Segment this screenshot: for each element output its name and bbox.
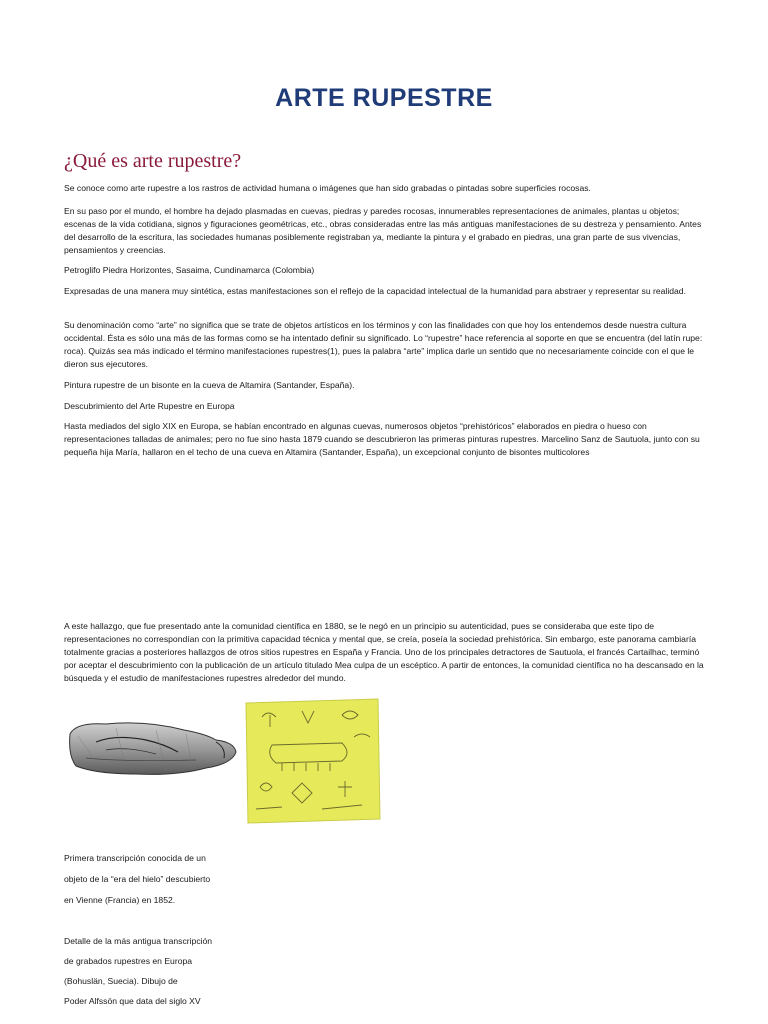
paragraph-denomination: Su denominación como “arte” no significa que se trate de objetos artísticos en los términos y con las finalidades con que hoy los entendemos desde nuestra cultura occidental. Ésta es sólo una más de las formas como se ha intentado definir su significado. Lo “rupestre” hace referencia al soporte en que se encuentra (del latín rupe: roca). Quizás sea más indicado el término manifestaciones rupestres(1), pues la palabra “arte” implica darle un sentido que no necesariamente coincide con el que le dieron sus ejecutores.: [64, 320, 703, 369]
paragraph-history: En su paso por el mundo, el hombre ha dejado plasmadas en cuevas, piedras y paredes rocosas, innumerables representaciones de animales, plantas u objetos; escenas de la vida cotidiana, signos y figuraciones geométricas, etc., obras consideradas entre las más antiguas manifestaciones de su destreza y pensamiento. Antes del desarrollo de la escritura, las sociedades humanas posiblemente registraban ya, mediante la pintura y el grabado en piedras, una gran parte de sus vivencias, pensamientos y creencias.: [64, 206, 702, 255]
subsection-heading: Descubrimiento del Arte Rupestre en Europa: [64, 401, 235, 411]
paragraph-intro: Se conoce como arte rupestre a los rastros de actividad humana o imágenes que han sido grabadas o pintadas sobre superficies rocosas.: [64, 183, 591, 193]
caption-line: objeto de la “era del hielo” descubierto: [64, 874, 211, 884]
paragraph-synthetic: Expresadas de una manera muy sintética, estas manifestaciones son el reflejo de la capacidad intelectual de la humanidad para abstraer y representar su realidad.: [64, 286, 686, 296]
image-caption-petroglifo: Petroglifo Piedra Horizontes, Sasaima, Cundinamarca (Colombia): [64, 265, 315, 275]
paragraph-discovery: Hasta mediados del siglo XIX en Europa, se habían encontrado en algunas cuevas, numerosos objetos “prehistóricos” elaborados en piedra o hueso con representaciones talladas de animales; pero no fue sino hasta 1879 cuando se descubrieron las primeras pinturas rupestres. Marcelino Sanz de Sautuola, junto con su pequeña hija María, hallaron en el techo de una cueva en Altamira (Santander, España), un excepcional conjunto de bisontes multicolores: [64, 421, 700, 457]
caption-line: de grabados rupestres en Europa: [64, 956, 193, 966]
caption-line: (Bohuslän, Suecia). Dibujo de: [64, 976, 178, 986]
caption-line: Detalle de la más antigua transcripción: [64, 936, 213, 946]
paragraph-recognition: A este hallazgo, que fue presentado ante la comunidad científica en 1880, se le negó en un principio su autenticidad, pues se consideraba que este tipo de representaciones no correspondían con la primitiva capacidad técnica y mental que, se creía, poseía la sociedad prehistórica. Sin embargo, este panorama cambiaría totalmente gracias a posteriores hallazgos de otros sitios rupestres en España y Francia. Uno de los principales detractores de Sautuola, el francés Cartailhac, terminó por aceptar el descubrimiento con la publicación de un artículo titulado Mea culpa de un escéptico. A partir de entonces, la comunidad científica no ha descansado en la búsqueda y el estudio de manifestaciones rupestres alrededor del mundo.: [64, 621, 704, 683]
engraved-stone-image: [66, 712, 238, 782]
caption-line: en Vienne (Francia) en 1852.: [64, 895, 176, 905]
caption-line: Primera transcripción conocida de un: [64, 853, 206, 863]
page-title: ARTE RUPESTRE: [275, 84, 493, 112]
caption-line: Poder Alfssön que data del siglo XV: [64, 996, 201, 1006]
section-heading: ¿Qué es arte rupestre?: [64, 150, 242, 172]
rock-art-sketch-image: [242, 697, 382, 825]
image-caption-bisonte: Pintura rupestre de un bisonte en la cueva de Altamira (Santander, España).: [64, 380, 355, 390]
